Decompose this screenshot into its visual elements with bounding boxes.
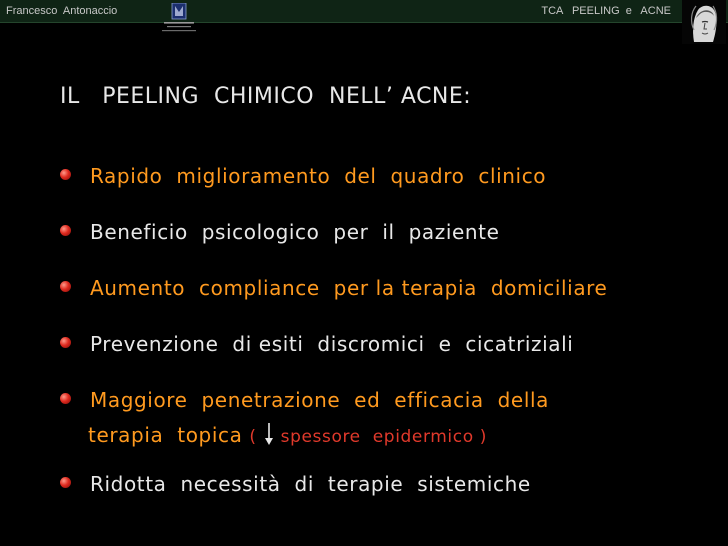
bullet-icon	[60, 169, 71, 180]
presentation-topic: TCA PEELING e ACNE	[541, 5, 671, 17]
bullet-icon	[60, 281, 71, 292]
bullet-text: Prevenzione di esiti discromici e cicatriziali	[90, 332, 574, 356]
bullet-text: Aumento compliance per la terapia domiciliare	[90, 276, 608, 300]
bullet-icon	[60, 393, 71, 404]
bullet-text: Rapido miglioramento del quadro clinico	[90, 164, 547, 188]
note-text: spessore epidermico )	[280, 427, 487, 447]
bullet-icon	[60, 337, 71, 348]
bullet-text-line2: terapia topica	[88, 423, 243, 447]
bullet-icon	[60, 225, 71, 236]
note-open-paren: (	[249, 427, 257, 447]
bullet-text-continuation	[88, 422, 487, 447]
bullet-text: Ridotta necessità di terapie sistemiche	[90, 472, 531, 496]
author-name: Francesco Antonaccio	[6, 5, 118, 17]
bullet-text: Maggiore penetrazione ed efficacia della	[90, 388, 549, 412]
bullet-icon	[60, 477, 71, 488]
down-arrow-icon	[263, 422, 275, 446]
slide-title: IL PEELING CHIMICO NELL’ ACNE:	[60, 84, 472, 109]
bullet-text: Beneficio psicologico per il paziente	[90, 220, 500, 244]
